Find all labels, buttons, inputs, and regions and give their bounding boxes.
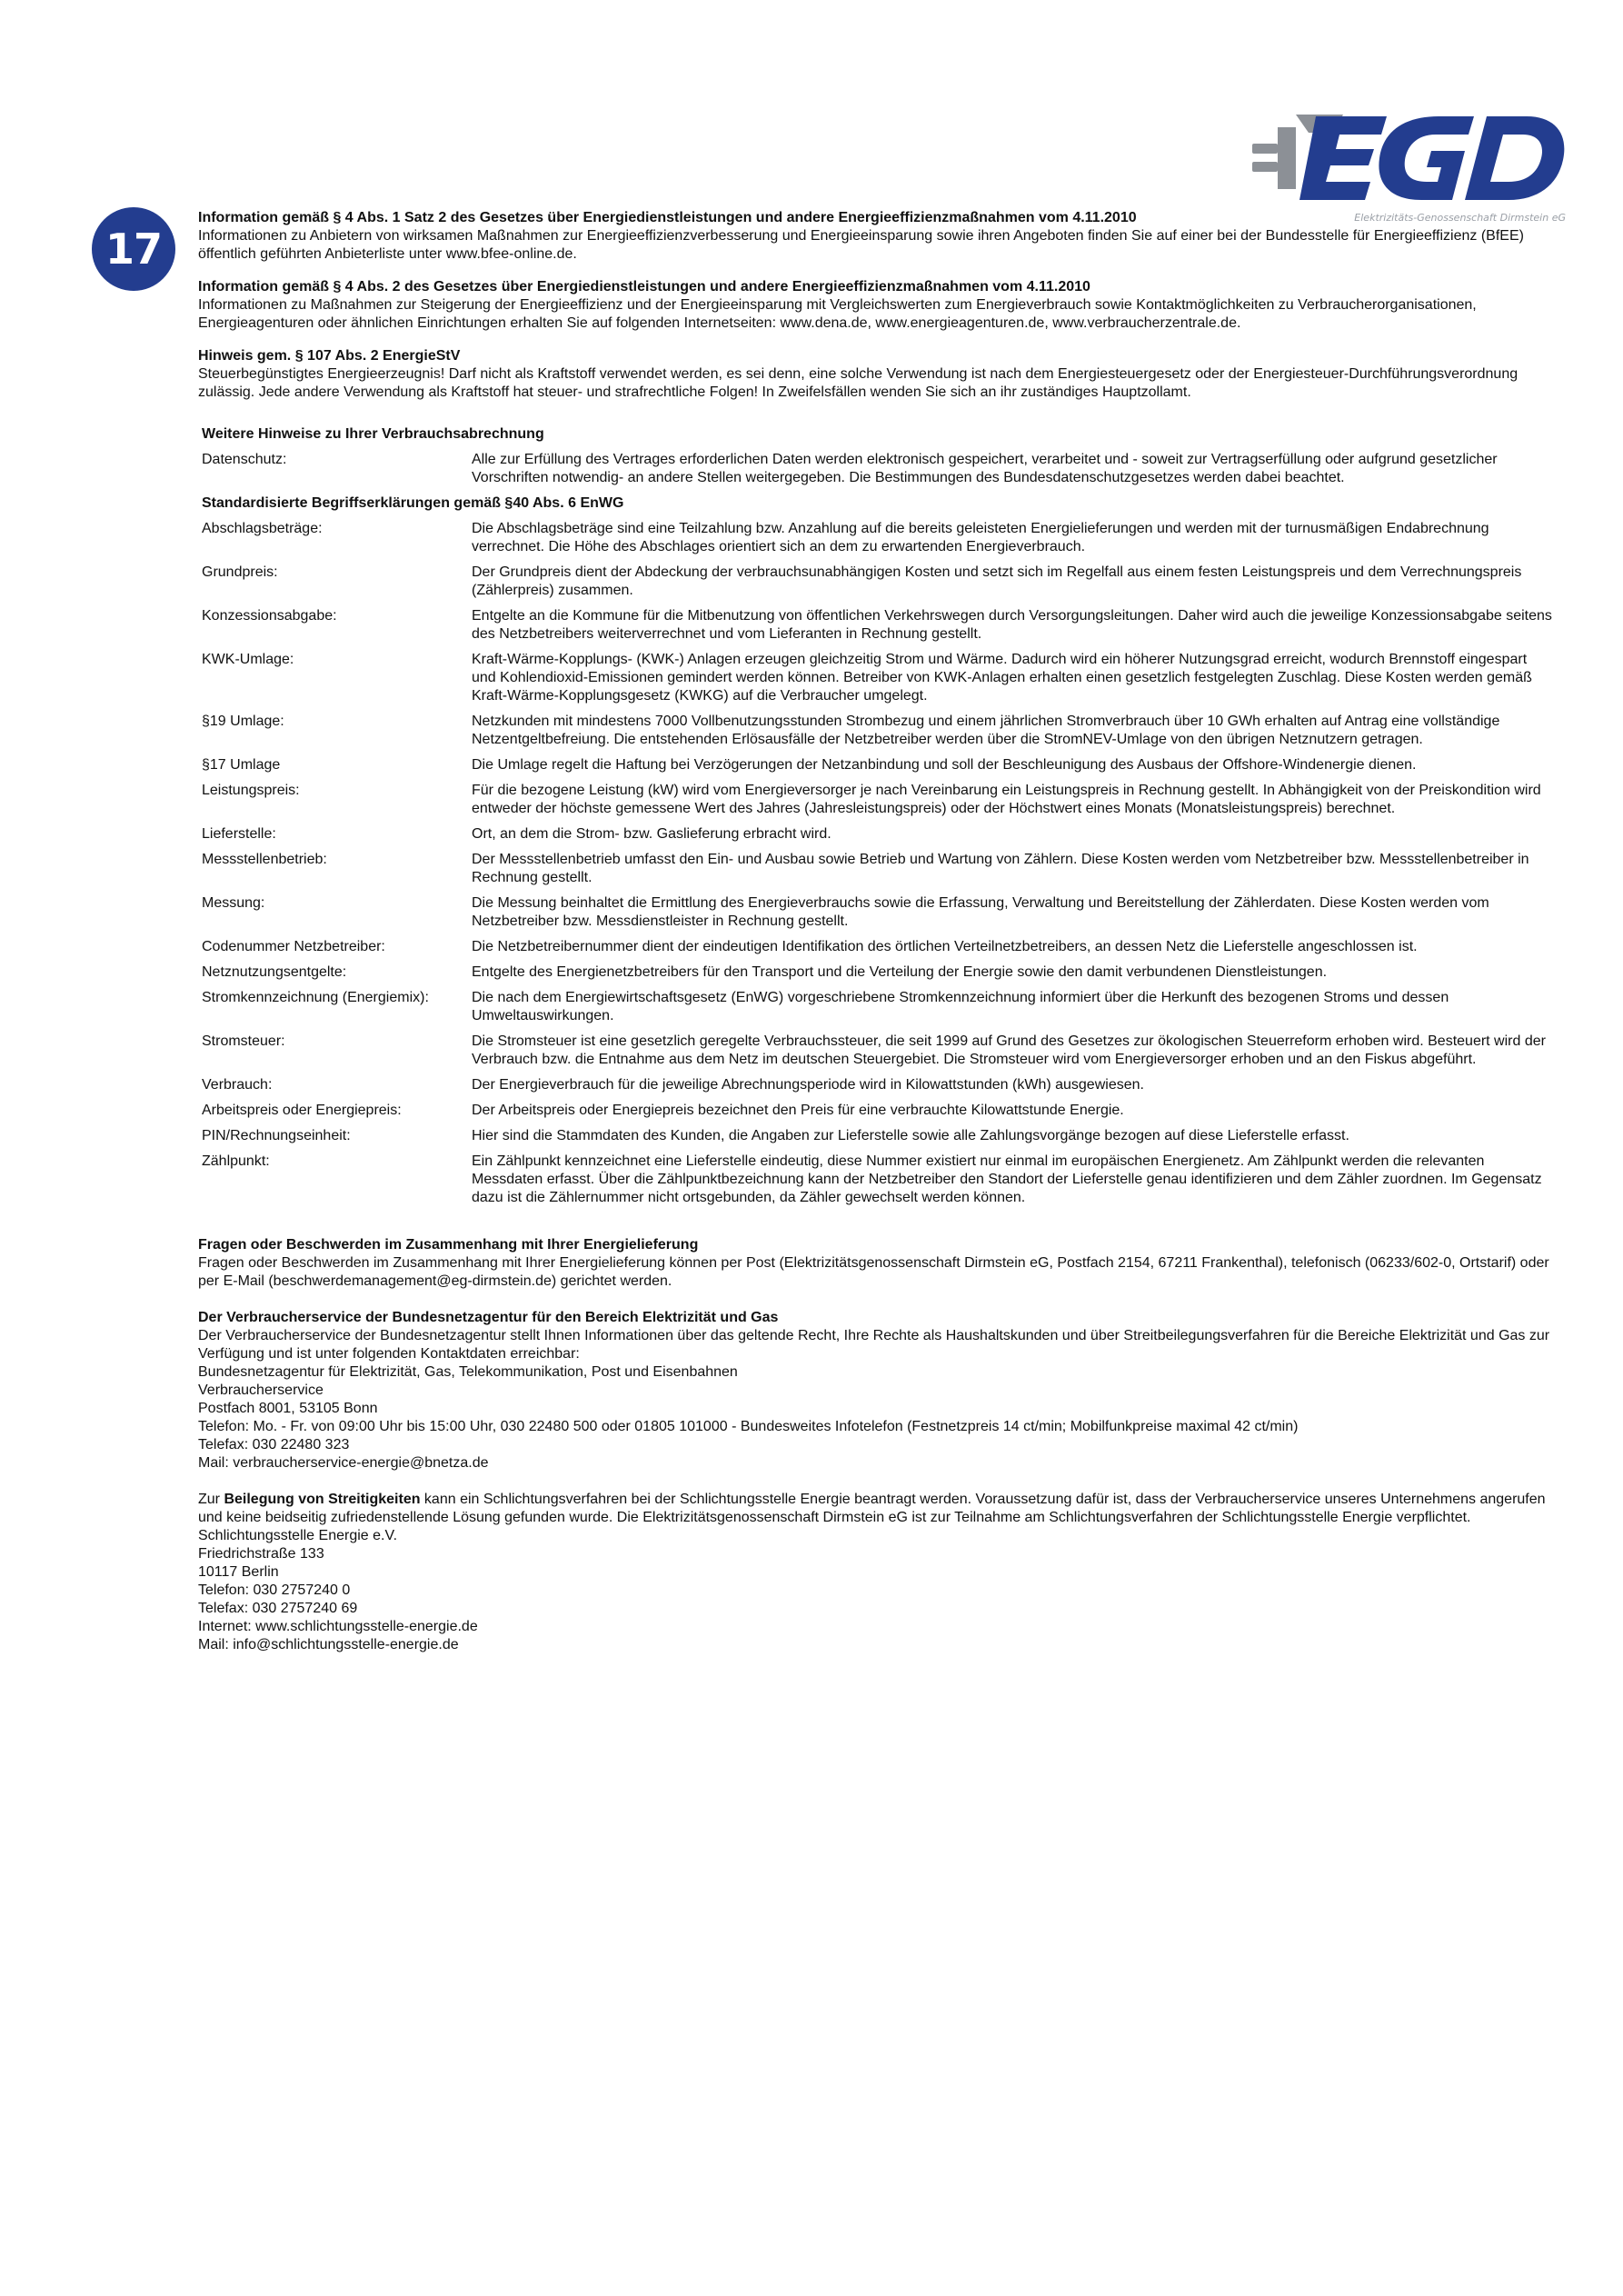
term-definition: Die Umlage regelt die Haftung bei Verzögerungen der Netzanbindung und soll der Beschleunigung des Ausbaus der Offshore-Windenergie dienen. [472, 757, 1417, 773]
term-definition: Netzkunden mit mindestens 7000 Vollbenutzungsstunden Strombezug und einem jährlichen Stromverbrauch über 10 GWh erhalten auf Antrag eine vollständige Netzentgeltbefreiung. Die entstehenden Erlösausfälle der Netzbetreiber werden über die StromNEV-Umlage von den übrigen Netznutzern getragen. [472, 714, 1500, 747]
term-label: Messstellenbetrieb: [202, 852, 327, 867]
term-label: Leistungspreis: [202, 783, 300, 798]
term-label: PIN/Rechnungseinheit: [202, 1128, 351, 1143]
term-label: Abschlagsbeträge: [202, 521, 323, 536]
section-title: Fragen oder Beschwerden im Zusammenhang mit Ihrer Energielieferung [198, 1237, 699, 1253]
term-definition: Der Messstellenbetrieb umfasst den Ein- und Ausbau sowie Betrieb und Wartung von Zählern. Diese Kosten werden vom Netzbetreiber bzw. Messstellenbetreiber in Rechnung gestellt. [472, 852, 1529, 885]
section-text [198, 1491, 1552, 1527]
section-title: Information gemäß § 4 Abs. 2 des Gesetzes über Energiedienstleistungen und andere Energieeffizienzmaßnahmen vom 4.11.2010 [198, 279, 1090, 294]
section-text: Der Verbraucherservice der Bundesnetzagentur stellt Ihnen Informationen über das geltende Recht, Ihre Rechte als Haushaltskunden und über Streitbeilegungsverfahren für die Bereiche Elektrizität und Gas zur Verfügung und ist unter folgenden Kontaktdaten erreichbar: [198, 1328, 1550, 1362]
term-definition: Kraft-Wärme-Kopplungs- (KWK-) Anlagen erzeugen gleichzeitig Strom und Wärme. Dadurch wird ein höherer Nutzungsgrad erreicht, wodurch Brennstoff eingespart und Kohlendioxid-Emissionen gemindert werden können. Betreiber von KWK-Anlagen erhalten einen gesetzlich festgelegten Zuschlag. Diese Kosten werden gemäß Kraft-Wärme-Kopplungsgesetz (KWKG) auf die Verbraucher umgelegt. [472, 652, 1532, 704]
term-row [202, 713, 1552, 749]
address-block [198, 1527, 1552, 1654]
term-definition: Die Abschlagsbeträge sind eine Teilzahlung bzw. Anzahlung auf die bereits geleisteten Energielieferungen und werden mit der turnusmäßigen Endabrechnung verrechnet. Die Höhe des Abschlages orientiert sich an dem zu erwartenden Energieverbrauch. [472, 521, 1489, 554]
page-number-badge: 17 [92, 207, 175, 291]
term-definition: Die Stromsteuer ist eine gesetzlich geregelte Verbrauchssteuer, die seit 1999 auf Grund des Gesetzes zur ökologischen Steuerreform erhoben wird. Besteuert wird der Verbrauch bzw. die Entnahme aus dem Netz im deutschen Steuergebiet. Die Stromsteuer wird vom Energieversorger erhoben und an den Fiskus abgeführt. [472, 1033, 1546, 1067]
section-title: Information gemäß § 4 Abs. 1 Satz 2 des Gesetzes über Energiedienstleistungen und andere Energieeffizienzmaßnahmen vom 4.11.2010 [198, 210, 1137, 225]
term-row [202, 1153, 1552, 1207]
text-prefix: Zur [198, 1492, 224, 1507]
term-label: Zählpunkt: [202, 1153, 270, 1169]
document-body [198, 209, 1552, 1672]
term-row [202, 451, 1552, 487]
address-line: Verbraucherservice [198, 1383, 324, 1398]
address-line: Postfach 8001, 53105 Bonn [198, 1401, 378, 1416]
term-definition: Entgelte an die Kommune für die Mitbenutzung von öffentlichen Verkehrswegen durch Versorgungsleitungen. Daher wird auch die jeweilige Konzessionsabgabe seitens des Netzbetreibers weiterverrechnet und vom Lieferanten in Rechnung gestellt. [472, 608, 1552, 642]
term-row [202, 894, 1552, 931]
term-definition: Für die bezogene Leistung (kW) wird vom Energieversorger je nach Vereinbarung ein Leistungspreis in Rechnung gestellt. In Abhängigkeit von der Preiskondition wird entweder der höchste gemessene Wert des Jahres (Jahresleistungspreis) oder der Höchstwert eines Monats (Monatsleistungspreis) berechnet. [472, 783, 1541, 816]
term-label: Stromkennzeichnung (Energiemix): [202, 990, 429, 1005]
term-label: Grundpreis: [202, 564, 278, 580]
term-row [202, 607, 1552, 644]
term-label: Netznutzungsentgelte: [202, 964, 347, 980]
term-row [202, 1076, 1552, 1094]
term-row [202, 825, 1552, 844]
address-line: 10117 Berlin [198, 1564, 279, 1580]
term-row [202, 782, 1552, 818]
term-definition: Der Energieverbrauch für die jeweilige Abrechnungsperiode wird in Kilowattstunden (kWh) ausgewiesen. [472, 1077, 1144, 1093]
term-row [202, 520, 1552, 556]
section-text: Fragen oder Beschwerden im Zusammenhang mit Ihrer Energielieferung können per Post (Elektrizitätsgenossenschaft Dirmstein eG, Postfach 2154, 67211 Frankenthal), telefonisch (06233/602-0, Ortstarif) oder per E-Mail (beschwerdemanagement@eg-dirmstein.de) gerichtet werden. [198, 1255, 1549, 1289]
term-label: §19 Umlage: [202, 714, 284, 729]
term-row [202, 564, 1552, 600]
logo-tagline: Elektrizitäts-Genossenschaft Dirmstein eG [1354, 212, 1566, 224]
term-row [202, 989, 1552, 1025]
address-line: Bundesnetzagentur für Elektrizität, Gas, Telekommunikation, Post und Eisenbahnen [198, 1364, 738, 1380]
emphasis-text: Beilegung von Streitigkeiten [224, 1492, 421, 1507]
term-label: Stromsteuer: [202, 1033, 285, 1049]
section-text: Steuerbegünstigtes Energieerzeugnis! Darf nicht als Kraftstoff verwendet werden, es sei denn, eine solche Verwendung ist nach dem Energiesteuergesetz oder der Energiesteuer-Durchführungsverordnung zulässig. Jede andere Verwendung als Kraftstoff hat steuer- und strafrechtliche Folgen! In Zweifelsfällen wenden Sie sich an ihr zuständiges Hauptzollamt. [198, 366, 1518, 400]
term-label: Arbeitspreis oder Energiepreis: [202, 1103, 402, 1118]
section-text: Informationen zu Anbietern von wirksamen Maßnahmen zur Energieeffizienzverbesserung und Energieeinsparung sowie ihren Angeboten finden Sie auf einer bei der Bundesstelle für Energieeffizienz (BfEE) öffentlich geführten Anbieterliste unter www.bfee-online.de. [198, 228, 1524, 262]
term-label: Codenummer Netzbetreiber: [202, 939, 385, 954]
term-definition: Entgelte des Energienetzbetreibers für den Transport und die Verteilung der Energie sowie den damit verbundenen Dienstleistungen. [472, 964, 1328, 980]
info-section-2 [198, 278, 1552, 333]
consumer-service-section [198, 1309, 1552, 1472]
term-label: §17 Umlage [202, 757, 281, 773]
term-row [202, 851, 1552, 887]
term-label: Datenschutz: [202, 452, 287, 467]
fax-line: Telefax: 030 22480 323 [198, 1437, 350, 1452]
term-definition: Die Messung beinhaltet die Ermittlung des Energieverbrauchs sowie die Erfassung, Verwaltung und Bereitstellung der Zählerdaten. Diese Kosten werden vom Netzbetreiber bzw. Messdienstleister in Rechnung gestellt. [472, 895, 1489, 929]
term-definition: Ein Zählpunkt kennzeichnet eine Lieferstelle eindeutig, diese Nummer existiert nur einmal im europäischen Energienetz. Am Zählpunkt werden die relevanten Messdaten erfasst. Über die Zählpunktbezeichnung kann der Netzbetreiber den Standort der Lieferstelle genau identifizieren und dem Zähler zuordnen. Im Gegensatz dazu ist die Zählernummer nicht ortsgebunden, da Zähler gewechselt werden können. [472, 1153, 1542, 1205]
term-definition: Hier sind die Stammdaten des Kunden, die Angaben zur Lieferstelle sowie alle Zahlungsvorgänge bezogen auf diese Lieferstelle erfasst. [472, 1128, 1349, 1143]
term-row [202, 756, 1552, 774]
term-definition: Die Netzbetreibernummer dient der eindeutigen Identifikation des örtlichen Verteilnetzbetreibers, an dessen Netz die Lieferstelle angeschlossen ist. [472, 939, 1418, 954]
term-label: Lieferstelle: [202, 826, 276, 842]
email-line: Mail: info@schlichtungsstelle-energie.de [198, 1637, 459, 1652]
term-definition: Der Arbeitspreis oder Energiepreis bezeichnet den Preis für eine verbrauchte Kilowattstunde Energie. [472, 1103, 1124, 1118]
term-label: Verbrauch: [202, 1077, 273, 1093]
term-label: Messung: [202, 895, 265, 911]
term-definition: Der Grundpreis dient der Abdeckung der verbrauchsunabhängigen Kosten und setzt sich im Regelfall aus einem festen Leistungspreis und dem Verrechnungspreis (Zählerpreis) zusammen. [472, 564, 1522, 598]
contact-sections [198, 1236, 1552, 1654]
fax-line: Telefax: 030 2757240 69 [198, 1601, 358, 1616]
term-row [202, 963, 1552, 982]
arbitration-section [198, 1491, 1552, 1654]
term-row [202, 1033, 1552, 1069]
section-title: Der Verbraucherservice der Bundesnetzagentur für den Bereich Elektrizität und Gas [198, 1310, 779, 1325]
address-block [198, 1363, 1552, 1472]
term-label: KWK-Umlage: [202, 652, 294, 667]
info-section-1 [198, 209, 1552, 264]
section-title: Hinweis gem. § 107 Abs. 2 EnergieStV [198, 348, 461, 364]
term-label: Konzessionsabgabe: [202, 608, 337, 624]
term-definition: Die nach dem Energiewirtschaftsgesetz (EnWG) vorgeschriebene Stromkennzeichnung informiert über die Herkunft des bezogenen Stroms und dessen Umweltauswirkungen. [472, 990, 1449, 1023]
term-row [202, 651, 1552, 705]
website-line: Internet: www.schlichtungsstelle-energie.de [198, 1619, 478, 1634]
address-line: Friedrichstraße 133 [198, 1546, 324, 1562]
term-definition: Alle zur Erfüllung des Vertrages erforderlichen Daten werden elektronisch gespeichert, verarbeitet und - soweit zur Vertragserfüllung oder aufgrund gesetzlicher Vorschriften notwendig- an andere Stellen weitergegeben. Die Bestimmungen des Bundesdatenschutzgesetzes werden dabei beachtet. [472, 452, 1498, 485]
billing-notes [202, 425, 1552, 1207]
term-row [202, 1102, 1552, 1120]
begriffe-heading: Standardisierte Begriffserklärungen gemäß §40 Abs. 6 EnWG [202, 495, 624, 511]
email-line: Mail: verbraucherservice-energie@bnetza.de [198, 1455, 489, 1471]
company-logo [1252, 107, 1566, 225]
term-row [202, 938, 1552, 956]
section-text: Informationen zu Maßnahmen zur Steigerung der Energieeffizienz und der Energieeinsparung mit Vergleichswerten zum Energieverbrauch sowie Kontaktmöglichkeiten zu Verbraucherorganisationen, Energieagenturen oder ähnlichen Einrichtungen erhalten Sie auf folgenden Internetseiten: www.dena.de, www.energieagenturen.de, www.verbraucherzentrale.de. [198, 297, 1477, 331]
info-section-3 [198, 347, 1552, 402]
term-row [202, 1127, 1552, 1145]
text-body: kann ein Schlichtungsverfahren bei der Schlichtungsstelle Energie beantragt werden. Voraussetzung dafür ist, dass der Verbraucherservice unseres Unternehmens angerufen und keine beidseitig zufriedenstellende Lösung gefunden wurde. Die Elektrizitätsgenossenschaft Dirmstein eG ist zur Teilnahme am Schlichtungsverfahren der Schlichtungsstelle Energie verpflichtet. [198, 1492, 1546, 1525]
phone-line: Telefon: Mo. - Fr. von 09:00 Uhr bis 15:00 Uhr, 030 22480 500 oder 01805 101000 - Bundesweites Infotelefon (Festnetzpreis 14 ct/min; Mobilfunkpreise maximal 42 ct/min) [198, 1419, 1299, 1434]
egd-logo-icon [1252, 107, 1566, 209]
complaints-section [198, 1236, 1552, 1291]
address-line: Schlichtungsstelle Energie e.V. [198, 1528, 398, 1543]
weitere-hinweise-heading: Weitere Hinweise zu Ihrer Verbrauchsabrechnung [202, 426, 544, 442]
term-definition: Ort, an dem die Strom- bzw. Gaslieferung erbracht wird. [472, 826, 831, 842]
phone-line: Telefon: 030 2757240 0 [198, 1582, 351, 1598]
glossary-list [202, 520, 1552, 1207]
